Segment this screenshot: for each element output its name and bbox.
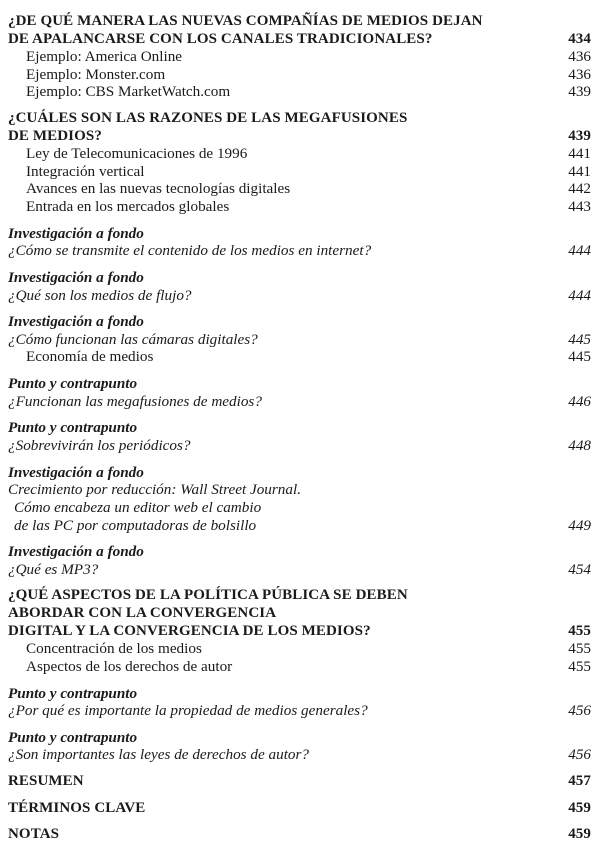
toc-entry-title: ¿Por qué es importante la propiedad de medios generales? — [8, 702, 368, 720]
toc-page-number: 441 — [568, 145, 591, 163]
toc-entry — [8, 561, 591, 579]
toc-page-number: 456 — [568, 746, 591, 764]
toc-page-number: 444 — [568, 242, 591, 260]
toc-entry-title: Ley de Telecomunicaciones de 1996 — [26, 145, 248, 163]
toc-entry-title: Avances en las nuevas tecnologías digitales — [26, 180, 291, 198]
toc-entry — [8, 198, 591, 216]
toc-entry-title: ¿Qué son los medios de flujo? — [8, 286, 192, 304]
toc-entry-title: DE MEDIOS? — [8, 127, 102, 144]
table-of-contents — [8, 13, 591, 853]
toc-page-number: 444 — [568, 286, 591, 304]
toc-page-number: 436 — [568, 48, 591, 66]
toc-page-number: 445 — [568, 348, 591, 366]
toc-entry-title: NOTAS — [8, 826, 60, 843]
toc-feature-label — [8, 375, 591, 393]
toc-entry-title: ¿Qué es MP3? — [8, 560, 99, 578]
toc-section — [8, 685, 591, 720]
toc-entry-title: DIGITAL Y LA CONVERGENCIA DE LOS MEDIOS? — [8, 622, 371, 639]
toc-heading-line — [8, 128, 591, 146]
toc-feature-label — [8, 729, 591, 747]
toc-entry — [8, 481, 591, 499]
toc-section — [8, 826, 591, 844]
toc-page-number: 442 — [568, 180, 591, 198]
toc-entry-title: Punto y contrapunto — [8, 375, 138, 393]
toc-page-number: 441 — [568, 162, 591, 180]
toc-entry-title: Ejemplo: CBS MarketWatch.com — [26, 83, 231, 101]
toc-section — [8, 225, 591, 260]
toc-entry — [8, 83, 591, 101]
toc-heading-line — [8, 826, 591, 844]
toc-entry-title: Concentración de los medios — [26, 640, 202, 658]
toc-entry-title: Entrada en los mercados globales — [26, 198, 230, 216]
toc-heading-line — [8, 110, 591, 128]
toc-page-number: 436 — [568, 65, 591, 83]
toc-heading-line — [8, 13, 591, 31]
toc-section — [8, 13, 591, 101]
toc-entry — [8, 702, 591, 720]
toc-entry-title: Integración vertical — [26, 162, 145, 180]
toc-heading-line — [8, 31, 591, 49]
toc-entry-title: ¿CUÁLES SON LAS RAZONES DE LAS MEGAFUSIONES — [8, 110, 408, 127]
toc-entry-title: DE APALANCARSE CON LOS CANALES TRADICIONALES? — [8, 30, 433, 47]
toc-section — [8, 464, 591, 534]
toc-entry — [8, 163, 591, 181]
toc-entry-title: Aspectos de los derechos de autor — [26, 657, 233, 675]
toc-entry — [8, 517, 591, 535]
toc-entry — [8, 242, 591, 260]
toc-entry-title: Investigación a fondo — [8, 269, 144, 286]
toc-page-number: 443 — [568, 198, 591, 216]
toc-section — [8, 729, 591, 764]
toc-entry-title: Investigación a fondo — [8, 463, 144, 481]
toc-entry — [8, 437, 591, 455]
toc-section — [8, 313, 591, 366]
toc-entry-title: Investigación a fondo — [8, 543, 144, 561]
toc-entry-title: Investigación a fondo — [8, 313, 144, 331]
toc-page-number: 454 — [568, 560, 591, 578]
toc-feature-label — [8, 419, 591, 437]
toc-heading-line — [8, 800, 591, 818]
toc-heading-line — [8, 605, 591, 623]
toc-entry-title: de las PC por computadoras de bolsillo — [14, 516, 257, 534]
toc-entry-title: Cómo encabeza un editor web el cambio — [14, 498, 262, 516]
toc-entry-title: TÉRMINOS CLAVE — [8, 799, 146, 816]
toc-entry — [8, 66, 591, 84]
toc-feature-label — [8, 313, 591, 331]
toc-feature-label — [8, 543, 591, 561]
toc-entry — [8, 331, 591, 349]
toc-section — [8, 269, 591, 304]
toc-page-number: 439 — [568, 127, 591, 144]
toc-page-number: 456 — [568, 702, 591, 720]
toc-page-number: 439 — [568, 83, 591, 101]
toc-page-number: 446 — [568, 392, 591, 410]
toc-section — [8, 587, 591, 675]
toc-section — [8, 110, 591, 216]
toc-section — [8, 773, 591, 791]
toc-heading-line — [8, 773, 591, 791]
toc-entry-title: Punto y contrapunto — [8, 684, 138, 702]
toc-entry-title: ¿Son importantes las leyes de derechos de autor? — [8, 746, 310, 764]
toc-entry-title: ¿Cómo se transmite el contenido de los medios en internet? — [8, 242, 372, 260]
toc-section — [8, 419, 591, 454]
toc-feature-label — [8, 225, 591, 243]
toc-entry — [8, 499, 591, 517]
toc-page-number: 448 — [568, 437, 591, 455]
toc-entry — [8, 746, 591, 764]
toc-entry — [8, 640, 591, 658]
toc-entry-title: Ejemplo: Monster.com — [26, 65, 166, 83]
toc-entry-title: ¿Sobrevivirán los periódicos? — [8, 437, 191, 455]
toc-feature-label — [8, 464, 591, 482]
toc-entry — [8, 145, 591, 163]
toc-page-number: 455 — [568, 657, 591, 675]
toc-entry-title: Punto y contrapunto — [8, 728, 138, 746]
toc-entry — [8, 180, 591, 198]
toc-entry — [8, 393, 591, 411]
toc-page-number: 445 — [568, 330, 591, 348]
toc-page-number: 459 — [568, 826, 591, 843]
toc-entry-title: Investigación a fondo — [8, 224, 144, 242]
toc-entry — [8, 287, 591, 305]
toc-entry — [8, 48, 591, 66]
toc-page-number: 457 — [568, 773, 591, 790]
toc-section — [8, 543, 591, 578]
toc-entry-title: Economía de medios — [26, 348, 154, 366]
toc-entry-title: ¿DE QUÉ MANERA LAS NUEVAS COMPAÑÍAS DE MEDIOS DEJAN — [8, 13, 483, 29]
toc-entry — [8, 348, 591, 366]
toc-entry-title: ¿Funcionan las megafusiones de medios? — [8, 392, 262, 410]
toc-entry-title: RESUMEN — [8, 773, 84, 790]
toc-page-number: 459 — [568, 799, 591, 816]
toc-page-number: 455 — [568, 640, 591, 658]
toc-section — [8, 375, 591, 410]
toc-heading-line — [8, 587, 591, 605]
toc-heading-line — [8, 623, 591, 641]
toc-feature-label — [8, 685, 591, 703]
toc-section — [8, 800, 591, 818]
toc-entry — [8, 658, 591, 676]
toc-page-number: 434 — [568, 30, 591, 47]
toc-entry-title: ABORDAR CON LA CONVERGENCIA — [8, 605, 277, 622]
toc-entry-title: ¿Cómo funcionan las cámaras digitales? — [8, 330, 258, 348]
toc-feature-label — [8, 269, 591, 287]
toc-entry-title: ¿QUÉ ASPECTOS DE LA POLÍTICA PÚBLICA SE DEBEN — [8, 587, 408, 604]
toc-page-number: 455 — [568, 622, 591, 639]
toc-page-number: 449 — [568, 516, 591, 534]
toc-entry-title: Punto y contrapunto — [8, 419, 138, 437]
toc-entry-title: Crecimiento por reducción: Wall Street Journal. — [8, 481, 302, 499]
toc-entry-title: Ejemplo: America Online — [26, 48, 183, 66]
